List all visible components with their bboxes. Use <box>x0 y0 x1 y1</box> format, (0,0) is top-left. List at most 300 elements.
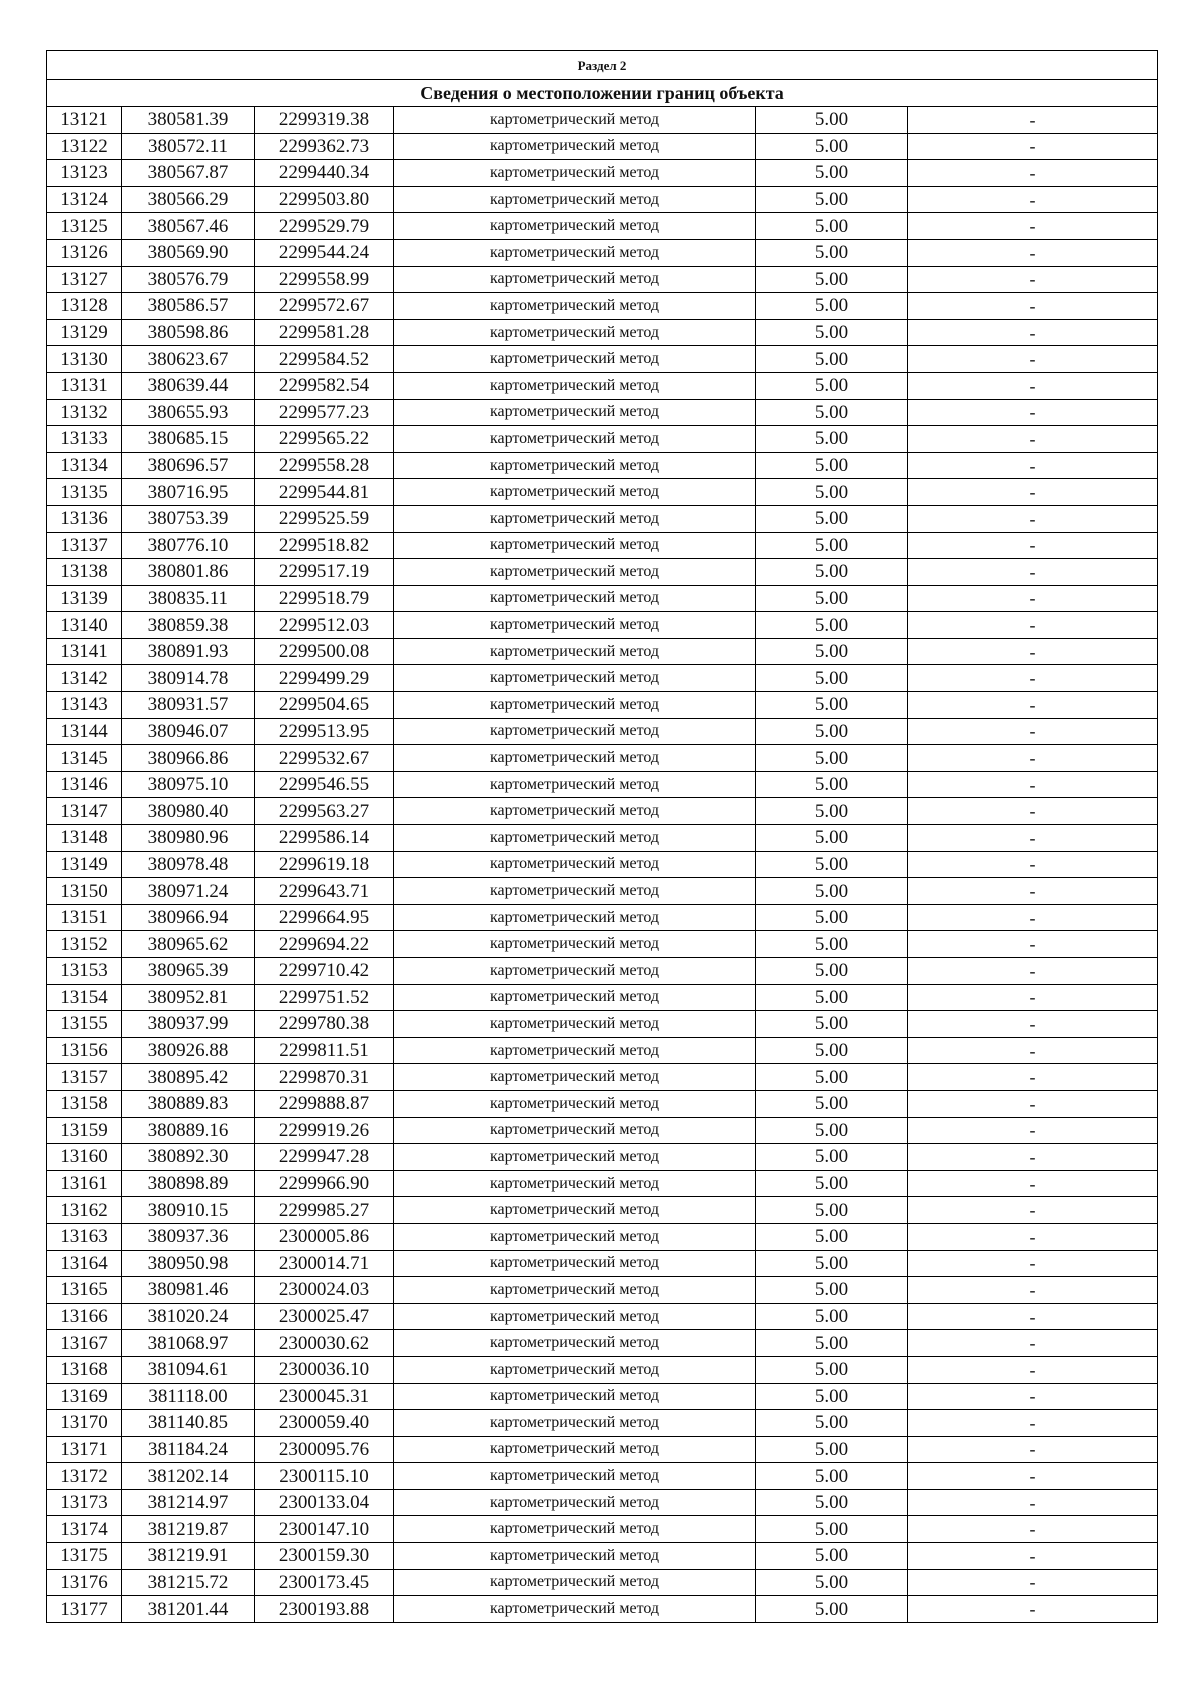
description-cell: - <box>908 107 1158 134</box>
accuracy-cell: 5.00 <box>756 1516 908 1543</box>
description-cell: - <box>908 1436 1158 1463</box>
table-row <box>47 213 1158 240</box>
x-coordinate-cell: 381068.97 <box>122 1330 255 1357</box>
y-coordinate-cell: 2299558.99 <box>255 266 394 293</box>
x-coordinate-cell: 380965.39 <box>122 958 255 985</box>
x-coordinate-cell: 380914.78 <box>122 665 255 692</box>
x-coordinate-cell: 381214.97 <box>122 1489 255 1516</box>
table-row <box>47 1090 1158 1117</box>
y-coordinate-cell: 2299544.81 <box>255 479 394 506</box>
description-cell: - <box>908 1569 1158 1596</box>
y-coordinate-cell: 2299517.19 <box>255 559 394 586</box>
table-row <box>47 958 1158 985</box>
y-coordinate-cell: 2300036.10 <box>255 1356 394 1383</box>
table-row <box>47 1170 1158 1197</box>
accuracy-cell: 5.00 <box>756 958 908 985</box>
accuracy-cell: 5.00 <box>756 1410 908 1437</box>
x-coordinate-cell: 380572.11 <box>122 133 255 160</box>
accuracy-cell: 5.00 <box>756 399 908 426</box>
description-cell: - <box>908 1197 1158 1224</box>
point-number-cell: 13137 <box>47 532 122 559</box>
point-number-cell: 13159 <box>47 1117 122 1144</box>
method-cell: картометрический метод <box>394 1489 756 1516</box>
point-number-cell: 13150 <box>47 878 122 905</box>
x-coordinate-cell: 380566.29 <box>122 186 255 213</box>
x-coordinate-cell: 380981.46 <box>122 1277 255 1304</box>
table-row <box>47 851 1158 878</box>
method-cell: картометрический метод <box>394 1383 756 1410</box>
method-cell: картометрический метод <box>394 878 756 905</box>
point-number-cell: 13167 <box>47 1330 122 1357</box>
description-cell: - <box>908 798 1158 825</box>
description-cell: - <box>908 638 1158 665</box>
table-row <box>47 293 1158 320</box>
point-number-cell: 13122 <box>47 133 122 160</box>
y-coordinate-cell: 2299512.03 <box>255 612 394 639</box>
y-coordinate-cell: 2299504.65 <box>255 692 394 719</box>
table-row <box>47 239 1158 266</box>
method-cell: картометрический метод <box>394 1064 756 1091</box>
description-cell: - <box>908 1410 1158 1437</box>
description-cell: - <box>908 346 1158 373</box>
method-cell: картометрический метод <box>394 1011 756 1038</box>
y-coordinate-cell: 2300014.71 <box>255 1250 394 1277</box>
x-coordinate-cell: 380685.15 <box>122 426 255 453</box>
x-coordinate-cell: 381215.72 <box>122 1569 255 1596</box>
method-cell: картометрический метод <box>394 1277 756 1304</box>
point-number-cell: 13135 <box>47 479 122 506</box>
x-coordinate-cell: 380937.36 <box>122 1223 255 1250</box>
point-number-cell: 13156 <box>47 1037 122 1064</box>
method-cell: картометрический метод <box>394 798 756 825</box>
table-row <box>47 798 1158 825</box>
accuracy-cell: 5.00 <box>756 1303 908 1330</box>
table-row <box>47 878 1158 905</box>
method-cell: картометрический метод <box>394 1303 756 1330</box>
method-cell: картометрический метод <box>394 213 756 240</box>
point-number-cell: 13163 <box>47 1223 122 1250</box>
y-coordinate-cell: 2300095.76 <box>255 1436 394 1463</box>
table-row <box>47 1144 1158 1171</box>
y-coordinate-cell: 2299694.22 <box>255 931 394 958</box>
x-coordinate-cell: 380801.86 <box>122 559 255 586</box>
y-coordinate-cell: 2299888.87 <box>255 1090 394 1117</box>
accuracy-cell: 5.00 <box>756 745 908 772</box>
description-cell: - <box>908 399 1158 426</box>
x-coordinate-cell: 381094.61 <box>122 1356 255 1383</box>
point-number-cell: 13155 <box>47 1011 122 1038</box>
method-cell: картометрический метод <box>394 984 756 1011</box>
table-row <box>47 1197 1158 1224</box>
accuracy-cell: 5.00 <box>756 1064 908 1091</box>
point-number-cell: 13157 <box>47 1064 122 1091</box>
y-coordinate-cell: 2299581.28 <box>255 319 394 346</box>
y-coordinate-cell: 2299499.29 <box>255 665 394 692</box>
y-coordinate-cell: 2300030.62 <box>255 1330 394 1357</box>
table-row <box>47 638 1158 665</box>
point-number-cell: 13151 <box>47 904 122 931</box>
y-coordinate-cell: 2299500.08 <box>255 638 394 665</box>
x-coordinate-cell: 380898.89 <box>122 1170 255 1197</box>
x-coordinate-cell: 380598.86 <box>122 319 255 346</box>
table-row <box>47 426 1158 453</box>
accuracy-cell: 5.00 <box>756 1543 908 1570</box>
y-coordinate-cell: 2299966.90 <box>255 1170 394 1197</box>
x-coordinate-cell: 381219.91 <box>122 1543 255 1570</box>
accuracy-cell: 5.00 <box>756 1383 908 1410</box>
description-cell: - <box>908 1303 1158 1330</box>
x-coordinate-cell: 380926.88 <box>122 1037 255 1064</box>
y-coordinate-cell: 2299619.18 <box>255 851 394 878</box>
description-cell: - <box>908 851 1158 878</box>
x-coordinate-cell: 380623.67 <box>122 346 255 373</box>
section-header-row <box>47 51 1158 80</box>
accuracy-cell: 5.00 <box>756 585 908 612</box>
section-title: Раздел 2 <box>47 51 1158 80</box>
point-number-cell: 13148 <box>47 825 122 852</box>
y-coordinate-cell: 2299985.27 <box>255 1197 394 1224</box>
y-coordinate-cell: 2300159.30 <box>255 1543 394 1570</box>
table-row <box>47 718 1158 745</box>
table-row <box>47 1037 1158 1064</box>
point-number-cell: 13124 <box>47 186 122 213</box>
method-cell: картометрический метод <box>394 399 756 426</box>
description-cell: - <box>908 958 1158 985</box>
description-cell: - <box>908 1277 1158 1304</box>
accuracy-cell: 5.00 <box>756 771 908 798</box>
accuracy-cell: 5.00 <box>756 851 908 878</box>
y-coordinate-cell: 2300173.45 <box>255 1569 394 1596</box>
accuracy-cell: 5.00 <box>756 1011 908 1038</box>
section-subtitle: Сведения о местоположении границ объекта <box>47 80 1158 107</box>
x-coordinate-cell: 381140.85 <box>122 1410 255 1437</box>
x-coordinate-cell: 380569.90 <box>122 239 255 266</box>
point-number-cell: 13166 <box>47 1303 122 1330</box>
table-row <box>47 532 1158 559</box>
method-cell: картометрический метод <box>394 692 756 719</box>
point-number-cell: 13121 <box>47 107 122 134</box>
table-row <box>47 904 1158 931</box>
method-cell: картометрический метод <box>394 1144 756 1171</box>
y-coordinate-cell: 2299513.95 <box>255 718 394 745</box>
x-coordinate-cell: 380931.57 <box>122 692 255 719</box>
y-coordinate-cell: 2299870.31 <box>255 1064 394 1091</box>
method-cell: картометрический метод <box>394 372 756 399</box>
accuracy-cell: 5.00 <box>756 692 908 719</box>
description-cell: - <box>908 718 1158 745</box>
description-cell: - <box>908 692 1158 719</box>
method-cell: картометрический метод <box>394 1250 756 1277</box>
table-row <box>47 825 1158 852</box>
point-number-cell: 13138 <box>47 559 122 586</box>
point-number-cell: 13173 <box>47 1489 122 1516</box>
point-number-cell: 13154 <box>47 984 122 1011</box>
x-coordinate-cell: 380892.30 <box>122 1144 255 1171</box>
description-cell: - <box>908 1011 1158 1038</box>
x-coordinate-cell: 380567.46 <box>122 213 255 240</box>
description-cell: - <box>908 1489 1158 1516</box>
y-coordinate-cell: 2299319.38 <box>255 107 394 134</box>
x-coordinate-cell: 380655.93 <box>122 399 255 426</box>
point-number-cell: 13177 <box>47 1596 122 1623</box>
point-number-cell: 13146 <box>47 771 122 798</box>
x-coordinate-cell: 380581.39 <box>122 107 255 134</box>
method-cell: картометрический метод <box>394 1117 756 1144</box>
description-cell: - <box>908 612 1158 639</box>
accuracy-cell: 5.00 <box>756 426 908 453</box>
accuracy-cell: 5.00 <box>756 665 908 692</box>
table-row <box>47 1330 1158 1357</box>
accuracy-cell: 5.00 <box>756 239 908 266</box>
y-coordinate-cell: 2299440.34 <box>255 160 394 187</box>
description-cell: - <box>908 904 1158 931</box>
x-coordinate-cell: 380753.39 <box>122 505 255 532</box>
table-row <box>47 1596 1158 1623</box>
description-cell: - <box>908 1330 1158 1357</box>
method-cell: картометрический метод <box>394 1596 756 1623</box>
x-coordinate-cell: 380835.11 <box>122 585 255 612</box>
x-coordinate-cell: 380966.86 <box>122 745 255 772</box>
table-row <box>47 399 1158 426</box>
method-cell: картометрический метод <box>394 426 756 453</box>
boundary-coordinates-table <box>46 50 1158 1623</box>
x-coordinate-cell: 380971.24 <box>122 878 255 905</box>
x-coordinate-cell: 380576.79 <box>122 266 255 293</box>
table-row <box>47 1543 1158 1570</box>
description-cell: - <box>908 1356 1158 1383</box>
method-cell: картометрический метод <box>394 319 756 346</box>
description-cell: - <box>908 559 1158 586</box>
y-coordinate-cell: 2299362.73 <box>255 133 394 160</box>
point-number-cell: 13169 <box>47 1383 122 1410</box>
y-coordinate-cell: 2299664.95 <box>255 904 394 931</box>
table-row <box>47 692 1158 719</box>
point-number-cell: 13131 <box>47 372 122 399</box>
table-row <box>47 984 1158 1011</box>
point-number-cell: 13175 <box>47 1543 122 1570</box>
accuracy-cell: 5.00 <box>756 293 908 320</box>
description-cell: - <box>908 665 1158 692</box>
point-number-cell: 13171 <box>47 1436 122 1463</box>
accuracy-cell: 5.00 <box>756 825 908 852</box>
description-cell: - <box>908 186 1158 213</box>
point-number-cell: 13144 <box>47 718 122 745</box>
x-coordinate-cell: 380716.95 <box>122 479 255 506</box>
section-subtitle-row <box>47 80 1158 107</box>
table-row <box>47 346 1158 373</box>
description-cell: - <box>908 825 1158 852</box>
point-number-cell: 13153 <box>47 958 122 985</box>
table-row <box>47 665 1158 692</box>
method-cell: картометрический метод <box>394 1197 756 1224</box>
point-number-cell: 13128 <box>47 293 122 320</box>
description-cell: - <box>908 213 1158 240</box>
description-cell: - <box>908 771 1158 798</box>
y-coordinate-cell: 2300045.31 <box>255 1383 394 1410</box>
point-number-cell: 13140 <box>47 612 122 639</box>
description-cell: - <box>908 1463 1158 1490</box>
table-row <box>47 1223 1158 1250</box>
x-coordinate-cell: 380965.62 <box>122 931 255 958</box>
x-coordinate-cell: 380895.42 <box>122 1064 255 1091</box>
description-cell: - <box>908 452 1158 479</box>
description-cell: - <box>908 745 1158 772</box>
accuracy-cell: 5.00 <box>756 266 908 293</box>
method-cell: картометрический метод <box>394 1436 756 1463</box>
description-cell: - <box>908 984 1158 1011</box>
method-cell: картометрический метод <box>394 266 756 293</box>
x-coordinate-cell: 380567.87 <box>122 160 255 187</box>
table-row <box>47 372 1158 399</box>
method-cell: картометрический метод <box>394 479 756 506</box>
description-cell: - <box>908 1170 1158 1197</box>
accuracy-cell: 5.00 <box>756 186 908 213</box>
method-cell: картометрический метод <box>394 612 756 639</box>
x-coordinate-cell: 380980.96 <box>122 825 255 852</box>
x-coordinate-cell: 380910.15 <box>122 1197 255 1224</box>
method-cell: картометрический метод <box>394 346 756 373</box>
method-cell: картометрический метод <box>394 585 756 612</box>
description-cell: - <box>908 505 1158 532</box>
description-cell: - <box>908 1516 1158 1543</box>
point-number-cell: 13130 <box>47 346 122 373</box>
method-cell: картометрический метод <box>394 559 756 586</box>
description-cell: - <box>908 1090 1158 1117</box>
x-coordinate-cell: 380978.48 <box>122 851 255 878</box>
description-cell: - <box>908 1223 1158 1250</box>
table-row <box>47 1303 1158 1330</box>
point-number-cell: 13139 <box>47 585 122 612</box>
description-cell: - <box>908 160 1158 187</box>
method-cell: картометрический метод <box>394 1330 756 1357</box>
accuracy-cell: 5.00 <box>756 612 908 639</box>
point-number-cell: 13127 <box>47 266 122 293</box>
table-row <box>47 1356 1158 1383</box>
table-row <box>47 107 1158 134</box>
accuracy-cell: 5.00 <box>756 1250 908 1277</box>
y-coordinate-cell: 2299518.79 <box>255 585 394 612</box>
y-coordinate-cell: 2300025.47 <box>255 1303 394 1330</box>
method-cell: картометрический метод <box>394 532 756 559</box>
x-coordinate-cell: 381184.24 <box>122 1436 255 1463</box>
table-row <box>47 1516 1158 1543</box>
point-number-cell: 13174 <box>47 1516 122 1543</box>
x-coordinate-cell: 380950.98 <box>122 1250 255 1277</box>
description-cell: - <box>908 878 1158 905</box>
method-cell: картометрический метод <box>394 931 756 958</box>
table-row <box>47 559 1158 586</box>
table-row <box>47 160 1158 187</box>
accuracy-cell: 5.00 <box>756 1090 908 1117</box>
y-coordinate-cell: 2299947.28 <box>255 1144 394 1171</box>
y-coordinate-cell: 2299529.79 <box>255 213 394 240</box>
method-cell: картометрический метод <box>394 452 756 479</box>
y-coordinate-cell: 2300115.10 <box>255 1463 394 1490</box>
point-number-cell: 13142 <box>47 665 122 692</box>
point-number-cell: 13143 <box>47 692 122 719</box>
method-cell: картометрический метод <box>394 1543 756 1570</box>
y-coordinate-cell: 2299811.51 <box>255 1037 394 1064</box>
y-coordinate-cell: 2300133.04 <box>255 1489 394 1516</box>
point-number-cell: 13152 <box>47 931 122 958</box>
y-coordinate-cell: 2299563.27 <box>255 798 394 825</box>
accuracy-cell: 5.00 <box>756 904 908 931</box>
method-cell: картометрический метод <box>394 186 756 213</box>
table-row <box>47 1383 1158 1410</box>
y-coordinate-cell: 2299780.38 <box>255 1011 394 1038</box>
description-cell: - <box>908 1144 1158 1171</box>
y-coordinate-cell: 2299584.52 <box>255 346 394 373</box>
method-cell: картометрический метод <box>394 718 756 745</box>
accuracy-cell: 5.00 <box>756 984 908 1011</box>
accuracy-cell: 5.00 <box>756 452 908 479</box>
point-number-cell: 13134 <box>47 452 122 479</box>
accuracy-cell: 5.00 <box>756 1436 908 1463</box>
description-cell: - <box>908 372 1158 399</box>
x-coordinate-cell: 380639.44 <box>122 372 255 399</box>
method-cell: картометрический метод <box>394 1463 756 1490</box>
description-cell: - <box>908 266 1158 293</box>
method-cell: картометрический метод <box>394 771 756 798</box>
method-cell: картометрический метод <box>394 160 756 187</box>
accuracy-cell: 5.00 <box>756 1170 908 1197</box>
method-cell: картометрический метод <box>394 239 756 266</box>
description-cell: - <box>908 426 1158 453</box>
y-coordinate-cell: 2299565.22 <box>255 426 394 453</box>
method-cell: картометрический метод <box>394 851 756 878</box>
table-row <box>47 585 1158 612</box>
point-number-cell: 13149 <box>47 851 122 878</box>
x-coordinate-cell: 381118.00 <box>122 1383 255 1410</box>
method-cell: картометрический метод <box>394 825 756 852</box>
point-number-cell: 13126 <box>47 239 122 266</box>
x-coordinate-cell: 380776.10 <box>122 532 255 559</box>
description-cell: - <box>908 319 1158 346</box>
y-coordinate-cell: 2299643.71 <box>255 878 394 905</box>
y-coordinate-cell: 2299518.82 <box>255 532 394 559</box>
method-cell: картометрический метод <box>394 133 756 160</box>
method-cell: картометрический метод <box>394 1569 756 1596</box>
description-cell: - <box>908 585 1158 612</box>
table-row <box>47 266 1158 293</box>
accuracy-cell: 5.00 <box>756 1356 908 1383</box>
description-cell: - <box>908 1117 1158 1144</box>
x-coordinate-cell: 381202.14 <box>122 1463 255 1490</box>
y-coordinate-cell: 2299751.52 <box>255 984 394 1011</box>
point-number-cell: 13129 <box>47 319 122 346</box>
method-cell: картометрический метод <box>394 665 756 692</box>
method-cell: картометрический метод <box>394 1223 756 1250</box>
accuracy-cell: 5.00 <box>756 1277 908 1304</box>
point-number-cell: 13165 <box>47 1277 122 1304</box>
x-coordinate-cell: 380966.94 <box>122 904 255 931</box>
description-cell: - <box>908 133 1158 160</box>
description-cell: - <box>908 293 1158 320</box>
description-cell: - <box>908 1543 1158 1570</box>
accuracy-cell: 5.00 <box>756 1197 908 1224</box>
description-cell: - <box>908 1064 1158 1091</box>
point-number-cell: 13170 <box>47 1410 122 1437</box>
y-coordinate-cell: 2299577.23 <box>255 399 394 426</box>
method-cell: картометрический метод <box>394 1170 756 1197</box>
table-row <box>47 133 1158 160</box>
accuracy-cell: 5.00 <box>756 878 908 905</box>
y-coordinate-cell: 2299503.80 <box>255 186 394 213</box>
x-coordinate-cell: 380952.81 <box>122 984 255 1011</box>
table-row <box>47 1277 1158 1304</box>
description-cell: - <box>908 1037 1158 1064</box>
accuracy-cell: 5.00 <box>756 1463 908 1490</box>
